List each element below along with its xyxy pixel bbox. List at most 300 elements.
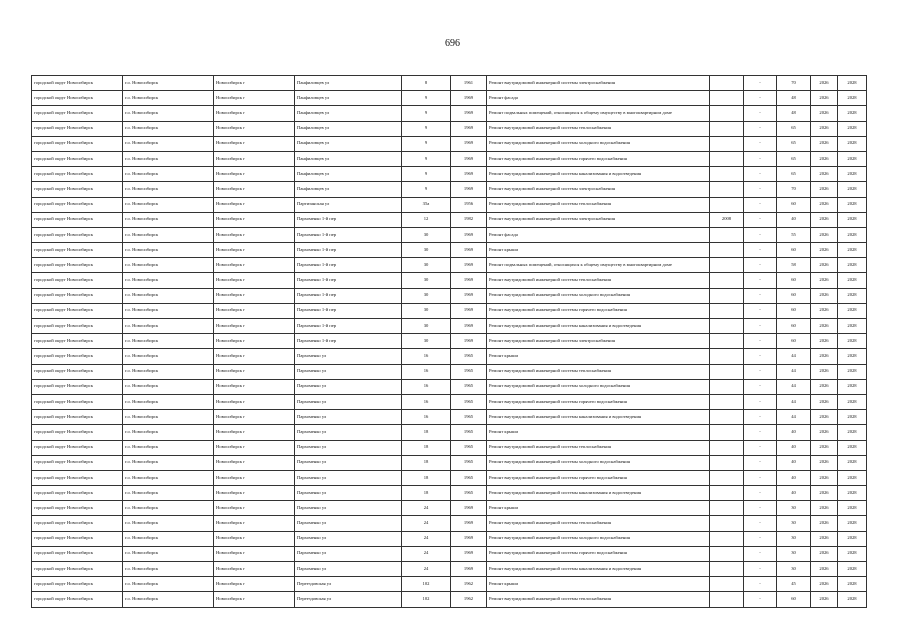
settlement-cell: Новосибирск г [214, 288, 295, 303]
start-year-cell: 2026 [811, 167, 838, 182]
area-cell: 60 [777, 303, 811, 318]
house-number-cell: 16 [402, 364, 451, 379]
street-cell: Пархоменко 1-й пер [295, 334, 402, 349]
year-cell: 1969 [451, 167, 487, 182]
extra-year-cell [710, 197, 744, 212]
extra-year-cell [710, 288, 744, 303]
district-cell: городской округ Новосибирск [32, 151, 123, 166]
municipality-cell: г.о. Новосибирск [123, 531, 214, 546]
work-type-cell: Ремонт внутридомовой инженерной системы канализования и водоотведения [487, 319, 710, 334]
municipality-cell: г.о. Новосибирск [123, 182, 214, 197]
end-year-cell: 2028 [838, 425, 867, 440]
year-cell: 1965 [451, 364, 487, 379]
settlement-cell: Новосибирск г [214, 546, 295, 561]
municipality-cell: г.о. Новосибирск [123, 273, 214, 288]
end-year-cell: 2028 [838, 470, 867, 485]
cost-cell: - [744, 288, 777, 303]
district-cell: городской округ Новосибирск [32, 136, 123, 151]
municipality-cell: г.о. Новосибирск [123, 440, 214, 455]
municipality-cell: г.о. Новосибирск [123, 91, 214, 106]
district-cell: городской округ Новосибирск [32, 167, 123, 182]
work-type-cell: Ремонт внутридомовой инженерной системы теплоснабжения [487, 440, 710, 455]
year-cell: 1969 [451, 501, 487, 516]
start-year-cell: 2026 [811, 364, 838, 379]
start-year-cell: 2026 [811, 121, 838, 136]
street-cell: Пархоменко 1-й пер [295, 258, 402, 273]
end-year-cell: 2028 [838, 592, 867, 607]
table-row [32, 440, 867, 455]
district-cell: городской округ Новосибирск [32, 288, 123, 303]
extra-year-cell [710, 182, 744, 197]
year-cell: 1956 [451, 197, 487, 212]
work-type-cell: Ремонт внутридомовой инженерной системы горячего водоснабжения [487, 546, 710, 561]
cost-cell: - [744, 577, 777, 592]
start-year-cell: 2026 [811, 136, 838, 151]
settlement-cell: Новосибирск г [214, 91, 295, 106]
start-year-cell: 2026 [811, 303, 838, 318]
street-cell: Пархоменко 1-й пер [295, 288, 402, 303]
area-cell: 65 [777, 151, 811, 166]
area-cell: 60 [777, 273, 811, 288]
year-cell: 1969 [451, 334, 487, 349]
municipality-cell: г.о. Новосибирск [123, 121, 214, 136]
municipality-cell: г.о. Новосибирск [123, 470, 214, 485]
table-row [32, 531, 867, 546]
area-cell: 45 [777, 577, 811, 592]
area-cell: 44 [777, 394, 811, 409]
start-year-cell: 2026 [811, 106, 838, 121]
table-row [32, 577, 867, 592]
settlement-cell: Новосибирск г [214, 151, 295, 166]
year-cell: 1969 [451, 303, 487, 318]
cost-cell: - [744, 227, 777, 242]
cost-cell: - [744, 167, 777, 182]
work-type-cell: Ремонт внутридомовой инженерной системы горячего водоснабжения [487, 394, 710, 409]
year-cell: 1969 [451, 531, 487, 546]
start-year-cell: 2026 [811, 455, 838, 470]
settlement-cell: Новосибирск г [214, 334, 295, 349]
street-cell: Панфиловцев ул [295, 121, 402, 136]
area-cell: 70 [777, 76, 811, 91]
end-year-cell: 2028 [838, 410, 867, 425]
year-cell: 1962 [451, 577, 487, 592]
table-row [32, 486, 867, 501]
settlement-cell: Новосибирск г [214, 349, 295, 364]
street-cell: Пархоменко ул [295, 516, 402, 531]
extra-year-cell [710, 562, 744, 577]
street-cell: Панфиловцев ул [295, 106, 402, 121]
municipality-cell: г.о. Новосибирск [123, 227, 214, 242]
settlement-cell: Новосибирск г [214, 486, 295, 501]
extra-year-cell [710, 531, 744, 546]
year-cell: 1965 [451, 410, 487, 425]
start-year-cell: 2026 [811, 151, 838, 166]
end-year-cell: 2028 [838, 182, 867, 197]
district-cell: городской округ Новосибирск [32, 121, 123, 136]
settlement-cell: Новосибирск г [214, 76, 295, 91]
settlement-cell: Новосибирск г [214, 455, 295, 470]
house-number-cell: 9 [402, 167, 451, 182]
end-year-cell: 2028 [838, 167, 867, 182]
district-cell: городской округ Новосибирск [32, 501, 123, 516]
area-cell: 44 [777, 410, 811, 425]
work-type-cell: Ремонт внутридомовой инженерной системы электроснабжения [487, 212, 710, 227]
extra-year-cell [710, 273, 744, 288]
cost-cell: - [744, 319, 777, 334]
cost-cell: - [744, 91, 777, 106]
house-number-cell: 16 [402, 349, 451, 364]
extra-year-cell [710, 516, 744, 531]
settlement-cell: Новосибирск г [214, 592, 295, 607]
house-number-cell: 16 [402, 410, 451, 425]
year-cell: 1965 [451, 486, 487, 501]
table-row [32, 303, 867, 318]
district-cell: городской округ Новосибирск [32, 182, 123, 197]
table-row [32, 212, 867, 227]
house-number-cell: 24 [402, 546, 451, 561]
work-type-cell: Ремонт внутридомовой инженерной системы теплоснабжения [487, 364, 710, 379]
municipality-cell: г.о. Новосибирск [123, 592, 214, 607]
street-cell: Партизанская ул [295, 197, 402, 212]
settlement-cell: Новосибирск г [214, 562, 295, 577]
end-year-cell: 2028 [838, 501, 867, 516]
end-year-cell: 2028 [838, 562, 867, 577]
street-cell: Панфиловцев ул [295, 76, 402, 91]
start-year-cell: 2026 [811, 546, 838, 561]
street-cell: Пархоменко 1-й пер [295, 273, 402, 288]
start-year-cell: 2026 [811, 212, 838, 227]
municipality-cell: г.о. Новосибирск [123, 303, 214, 318]
settlement-cell: Новосибирск г [214, 501, 295, 516]
table-row [32, 121, 867, 136]
municipality-cell: г.о. Новосибирск [123, 379, 214, 394]
end-year-cell: 2028 [838, 106, 867, 121]
area-cell: 65 [777, 136, 811, 151]
district-cell: городской округ Новосибирск [32, 546, 123, 561]
start-year-cell: 2026 [811, 531, 838, 546]
area-cell: 60 [777, 243, 811, 258]
start-year-cell: 2026 [811, 486, 838, 501]
municipality-cell: г.о. Новосибирск [123, 136, 214, 151]
municipality-cell: г.о. Новосибирск [123, 394, 214, 409]
year-cell: 1969 [451, 151, 487, 166]
table-row [32, 288, 867, 303]
start-year-cell: 2026 [811, 334, 838, 349]
street-cell: Пархоменко ул [295, 394, 402, 409]
cost-cell: - [744, 516, 777, 531]
end-year-cell: 2028 [838, 258, 867, 273]
district-cell: городской округ Новосибирск [32, 212, 123, 227]
start-year-cell: 2026 [811, 76, 838, 91]
cost-cell: - [744, 486, 777, 501]
area-cell: 40 [777, 425, 811, 440]
municipality-cell: г.о. Новосибирск [123, 151, 214, 166]
end-year-cell: 2028 [838, 76, 867, 91]
district-cell: городской округ Новосибирск [32, 319, 123, 334]
year-cell: 1969 [451, 182, 487, 197]
house-number-cell: 18 [402, 455, 451, 470]
cost-cell: - [744, 425, 777, 440]
table-row [32, 182, 867, 197]
area-cell: 40 [777, 440, 811, 455]
street-cell: Пархоменко 1-й пер [295, 227, 402, 242]
cost-cell: - [744, 303, 777, 318]
municipality-cell: г.о. Новосибирск [123, 212, 214, 227]
end-year-cell: 2028 [838, 136, 867, 151]
work-type-cell: Ремонт крыши [487, 577, 710, 592]
year-cell: 1965 [451, 455, 487, 470]
table-row [32, 243, 867, 258]
house-number-cell: 24 [402, 562, 451, 577]
district-cell: городской округ Новосибирск [32, 440, 123, 455]
area-cell: 48 [777, 106, 811, 121]
settlement-cell: Новосибирск г [214, 258, 295, 273]
work-type-cell: Ремонт внутридомовой инженерной системы теплоснабжения [487, 121, 710, 136]
year-cell: 1965 [451, 425, 487, 440]
start-year-cell: 2026 [811, 258, 838, 273]
work-type-cell: Ремонт внутридомовой инженерной системы теплоснабжения [487, 197, 710, 212]
district-cell: городской округ Новосибирск [32, 379, 123, 394]
street-cell: Пархоменко ул [295, 425, 402, 440]
house-number-cell: 12 [402, 212, 451, 227]
cost-cell: - [744, 258, 777, 273]
table-row [32, 91, 867, 106]
house-number-cell: 102 [402, 592, 451, 607]
year-cell: 1965 [451, 470, 487, 485]
district-cell: городской округ Новосибирск [32, 516, 123, 531]
district-cell: городской округ Новосибирск [32, 91, 123, 106]
start-year-cell: 2026 [811, 425, 838, 440]
area-cell: 60 [777, 197, 811, 212]
street-cell: Панфиловцев ул [295, 151, 402, 166]
end-year-cell: 2028 [838, 197, 867, 212]
end-year-cell: 2028 [838, 121, 867, 136]
extra-year-cell [710, 303, 744, 318]
start-year-cell: 2026 [811, 91, 838, 106]
table-row [32, 379, 867, 394]
street-cell: Пархоменко ул [295, 379, 402, 394]
street-cell: Переездовская ул [295, 577, 402, 592]
house-number-cell: 18 [402, 470, 451, 485]
work-type-cell: Ремонт крыши [487, 243, 710, 258]
work-type-cell: Ремонт внутридомовой инженерной системы холодного водоснабжения [487, 531, 710, 546]
cost-cell: - [744, 334, 777, 349]
settlement-cell: Новосибирск г [214, 303, 295, 318]
start-year-cell: 2026 [811, 410, 838, 425]
street-cell: Пархоменко 1-й пер [295, 243, 402, 258]
area-cell: 30 [777, 501, 811, 516]
cost-cell: - [744, 501, 777, 516]
end-year-cell: 2028 [838, 151, 867, 166]
municipality-cell: г.о. Новосибирск [123, 167, 214, 182]
district-cell: городской округ Новосибирск [32, 349, 123, 364]
year-cell: 1969 [451, 516, 487, 531]
work-type-cell: Ремонт внутридомовой инженерной системы горячего водоснабжения [487, 151, 710, 166]
house-number-cell: 8 [402, 76, 451, 91]
street-cell: Панфиловцев ул [295, 182, 402, 197]
settlement-cell: Новосибирск г [214, 121, 295, 136]
area-cell: 30 [777, 562, 811, 577]
year-cell: 1969 [451, 273, 487, 288]
district-cell: городской округ Новосибирск [32, 303, 123, 318]
area-cell: 40 [777, 455, 811, 470]
settlement-cell: Новосибирск г [214, 364, 295, 379]
cost-cell: - [744, 212, 777, 227]
cost-cell: - [744, 455, 777, 470]
area-cell: 60 [777, 288, 811, 303]
street-cell: Панфиловцев ул [295, 136, 402, 151]
municipality-cell: г.о. Новосибирск [123, 349, 214, 364]
municipality-cell: г.о. Новосибирск [123, 546, 214, 561]
settlement-cell: Новосибирск г [214, 136, 295, 151]
work-type-cell: Ремонт крыши [487, 501, 710, 516]
area-cell: 44 [777, 379, 811, 394]
work-type-cell: Ремонт внутридомовой инженерной системы канализования и водоотведения [487, 410, 710, 425]
end-year-cell: 2028 [838, 364, 867, 379]
cost-cell: - [744, 592, 777, 607]
extra-year-cell [710, 546, 744, 561]
start-year-cell: 2026 [811, 592, 838, 607]
street-cell: Пархоменко ул [295, 364, 402, 379]
work-type-cell: Ремонт внутридомовой инженерной системы электроснабжения [487, 334, 710, 349]
municipality-cell: г.о. Новосибирск [123, 288, 214, 303]
extra-year-cell [710, 501, 744, 516]
district-cell: городской округ Новосибирск [32, 76, 123, 91]
table-row [32, 319, 867, 334]
extra-year-cell [710, 106, 744, 121]
district-cell: городской округ Новосибирск [32, 410, 123, 425]
extra-year-cell [710, 486, 744, 501]
page-number: 696 [445, 38, 460, 49]
table-row [32, 546, 867, 561]
table-row [32, 425, 867, 440]
district-cell: городской округ Новосибирск [32, 227, 123, 242]
district-cell: городской округ Новосибирск [32, 106, 123, 121]
street-cell: Пархоменко ул [295, 486, 402, 501]
street-cell: Пархоменко ул [295, 562, 402, 577]
street-cell: Пархоменко 1-й пер [295, 212, 402, 227]
area-cell: 40 [777, 470, 811, 485]
cost-cell: - [744, 379, 777, 394]
municipality-cell: г.о. Новосибирск [123, 486, 214, 501]
area-cell: 70 [777, 182, 811, 197]
extra-year-cell [710, 410, 744, 425]
district-cell: городской округ Новосибирск [32, 592, 123, 607]
municipality-cell: г.о. Новосибирск [123, 319, 214, 334]
work-type-cell: Ремонт внутридомовой инженерной системы электроснабжения [487, 182, 710, 197]
area-cell: 40 [777, 212, 811, 227]
end-year-cell: 2028 [838, 531, 867, 546]
table-row [32, 349, 867, 364]
district-cell: городской округ Новосибирск [32, 470, 123, 485]
street-cell: Панфиловцев ул [295, 167, 402, 182]
extra-year-cell [710, 121, 744, 136]
cost-cell: - [744, 562, 777, 577]
area-cell: 55 [777, 227, 811, 242]
house-number-cell: 18 [402, 425, 451, 440]
table-row [32, 592, 867, 607]
start-year-cell: 2026 [811, 501, 838, 516]
extra-year-cell [710, 227, 744, 242]
area-cell: 44 [777, 349, 811, 364]
extra-year-cell [710, 379, 744, 394]
extra-year-cell [710, 136, 744, 151]
work-type-cell: Ремонт фасада [487, 227, 710, 242]
house-number-cell: 30 [402, 243, 451, 258]
table-row [32, 364, 867, 379]
year-cell: 1965 [451, 394, 487, 409]
capital-repair-table [31, 75, 867, 608]
house-number-cell: 30 [402, 227, 451, 242]
district-cell: городской округ Новосибирск [32, 394, 123, 409]
table-row [32, 334, 867, 349]
end-year-cell: 2028 [838, 394, 867, 409]
municipality-cell: г.о. Новосибирск [123, 243, 214, 258]
area-cell: 58 [777, 258, 811, 273]
settlement-cell: Новосибирск г [214, 440, 295, 455]
start-year-cell: 2026 [811, 379, 838, 394]
end-year-cell: 2028 [838, 546, 867, 561]
work-type-cell: Ремонт внутридомовой инженерной системы канализования и водоотведения [487, 486, 710, 501]
year-cell: 1969 [451, 121, 487, 136]
cost-cell: - [744, 531, 777, 546]
cost-cell: - [744, 136, 777, 151]
extra-year-cell [710, 334, 744, 349]
year-cell: 1969 [451, 288, 487, 303]
street-cell: Пархоменко ул [295, 470, 402, 485]
district-cell: городской округ Новосибирск [32, 562, 123, 577]
house-number-cell: 30 [402, 258, 451, 273]
house-number-cell: 30 [402, 303, 451, 318]
end-year-cell: 2028 [838, 227, 867, 242]
cost-cell: - [744, 76, 777, 91]
municipality-cell: г.о. Новосибирск [123, 364, 214, 379]
table-row [32, 516, 867, 531]
work-type-cell: Ремонт внутридомовой инженерной системы теплоснабжения [487, 592, 710, 607]
extra-year-cell [710, 258, 744, 273]
house-number-cell: 9 [402, 91, 451, 106]
work-type-cell: Ремонт подвальных помещений, относящихся к общему имуществу в многоквартирном доме [487, 258, 710, 273]
extra-year-cell [710, 425, 744, 440]
end-year-cell: 2028 [838, 319, 867, 334]
table-row [32, 562, 867, 577]
house-number-cell: 16 [402, 394, 451, 409]
street-cell: Пархоменко ул [295, 349, 402, 364]
area-cell: 40 [777, 486, 811, 501]
end-year-cell: 2028 [838, 516, 867, 531]
settlement-cell: Новосибирск г [214, 167, 295, 182]
year-cell: 1962 [451, 592, 487, 607]
work-type-cell: Ремонт подвальных помещений, относящихся к общему имуществу в многоквартирном доме [487, 106, 710, 121]
cost-cell: - [744, 349, 777, 364]
start-year-cell: 2026 [811, 440, 838, 455]
work-type-cell: Ремонт крыши [487, 425, 710, 440]
area-cell: 30 [777, 516, 811, 531]
work-type-cell: Ремонт внутридомовой инженерной системы холодного водоснабжения [487, 136, 710, 151]
district-cell: городской округ Новосибирск [32, 455, 123, 470]
house-number-cell: 30 [402, 319, 451, 334]
table-body [32, 76, 867, 608]
extra-year-cell [710, 151, 744, 166]
year-cell: 1969 [451, 562, 487, 577]
street-cell: Пархоменко ул [295, 455, 402, 470]
end-year-cell: 2028 [838, 577, 867, 592]
end-year-cell: 2028 [838, 243, 867, 258]
district-cell: городской округ Новосибирск [32, 577, 123, 592]
municipality-cell: г.о. Новосибирск [123, 425, 214, 440]
table-row [32, 227, 867, 242]
settlement-cell: Новосибирск г [214, 197, 295, 212]
